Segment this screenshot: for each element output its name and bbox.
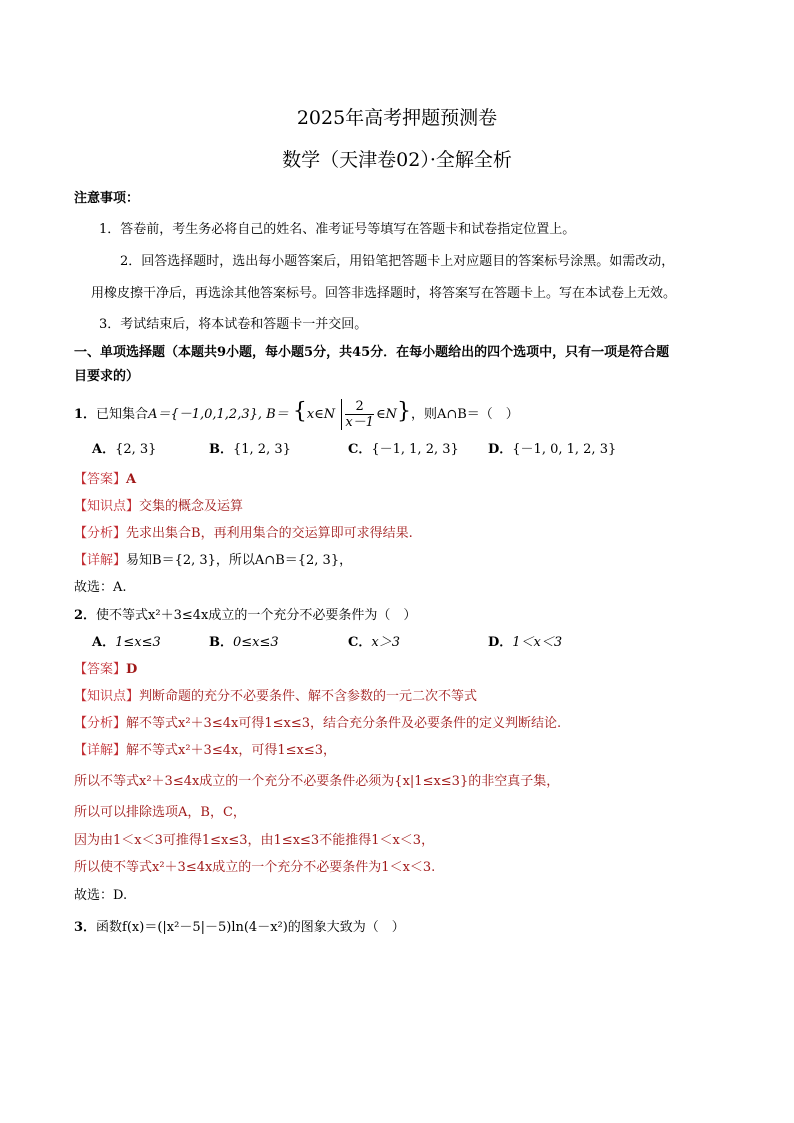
section-heading-line1: 一、单项选择题（本题共9小题，每小题5分，共45分．在每小题给出的四个选项中，只有一项是符合题 xyxy=(74,345,670,360)
notice-heading: 注意事项： xyxy=(74,191,140,206)
set-a: A＝{－1,0,1,2,3}, B＝ xyxy=(148,407,289,422)
notice-item-3: 3．考试结束后，将本试卷和答题卡一并交回。 xyxy=(99,317,368,332)
q1-analysis: 【分析】先求出集合B，再利用集合的交运算即可求得结果. xyxy=(74,526,413,541)
q2-detail-1: 【详解】解不等式x²＋3≤4x，可得1≤x≤3， xyxy=(74,743,336,758)
fraction-denominator: x－1 xyxy=(345,415,374,430)
q2-option-a: A．1≤x≤3 xyxy=(92,635,161,650)
q2-detail-4: 因为由1＜x＜3可推得1≤x≤3，由1≤x≤3不能推得1＜x＜3， xyxy=(74,833,435,848)
page-title: 2025年高考押题预测卷 xyxy=(296,107,498,129)
q1-knowledge-point: 【知识点】交集的概念及运算 xyxy=(74,499,244,514)
set-b-var: x∈N xyxy=(306,407,336,422)
question-number: 1． xyxy=(74,407,97,422)
notice-item-1: 1．答卷前，考生务必将自己的姓名、准考证号等填写在答题卡和试卷指定位置上。 xyxy=(99,222,576,237)
section-heading-line2: 目要求的） xyxy=(74,369,140,384)
page-subtitle: 数学（天津卷02）·全解全析 xyxy=(282,149,512,171)
fraction xyxy=(341,399,374,430)
q1-choose: 故选：A. xyxy=(74,580,127,595)
fraction-numerator: 2 xyxy=(345,399,374,415)
stem-end: ，则A∩B＝（ ） xyxy=(410,407,519,422)
q2-option-c: C．x＞3 xyxy=(348,635,400,650)
q1-detail: 【详解】易知B＝{2, 3}，所以A∩B＝{2, 3}， xyxy=(74,553,353,568)
q2-detail-3: 所以可以排除选项A，B，C， xyxy=(74,805,246,820)
q1-option-b: B．{1, 2, 3} xyxy=(209,442,291,457)
set-b-post: ∈N xyxy=(375,407,397,422)
notice-item-2b: 用橡皮擦干净后，再选涂其他答案标号。回答非选择题时，将答案写在答题卡上。写在本试卷上无效。 xyxy=(91,286,677,301)
q2-analysis: 【分析】解不等式x²＋3≤4x可得1≤x≤3，结合充分条件及必要条件的定义判断结论. xyxy=(74,716,562,731)
stem-text: 已知集合 xyxy=(96,407,149,422)
notice-item-2a: 2．回答选择题时，选出每小题答案后，用铅笔把答题卡上对应题目的答案标号涂黑。如需改动， xyxy=(120,254,675,269)
q2-answer: 【答案】D xyxy=(74,662,138,677)
question-1-stem: 1．已知集合A＝{－1,0,1,2,3}, B＝ {x∈N $\frac{2}{x-1}$ ∈N}，则A∩B＝（ ） xyxy=(74,399,519,430)
q1-option-a: A．{2, 3} xyxy=(92,442,157,457)
q2-option-d: D．1＜x＜3 xyxy=(488,635,563,650)
q2-option-b: B．0≤x≤3 xyxy=(209,635,279,650)
q1-answer: 【答案】A xyxy=(74,472,137,487)
q1-option-d: D．{－1, 0, 1, 2, 3} xyxy=(488,442,617,457)
q2-detail-5: 所以使不等式x²＋3≤4x成立的一个充分不必要条件为1＜x＜3. xyxy=(74,860,436,875)
question-2-stem: 2．使不等式x²＋3≤4x成立的一个充分不必要条件为（ ） xyxy=(74,608,417,623)
q2-choose: 故选：D. xyxy=(74,888,128,903)
question-3-stem: 3．函数f(x)＝(|x²－5|－5)ln(4－x²)的图象大致为（ ） xyxy=(74,920,405,935)
q2-detail-2: 所以不等式x²＋3≤4x成立的一个充分不必要条件必须为{x|1≤x≤3}的非空真子集， xyxy=(74,774,560,789)
q1-option-c: C．{－1, 1, 2, 3} xyxy=(348,442,459,457)
q2-knowledge-point: 【知识点】判断命题的充分不必要条件、解不含参数的一元二次不等式 xyxy=(74,689,478,704)
